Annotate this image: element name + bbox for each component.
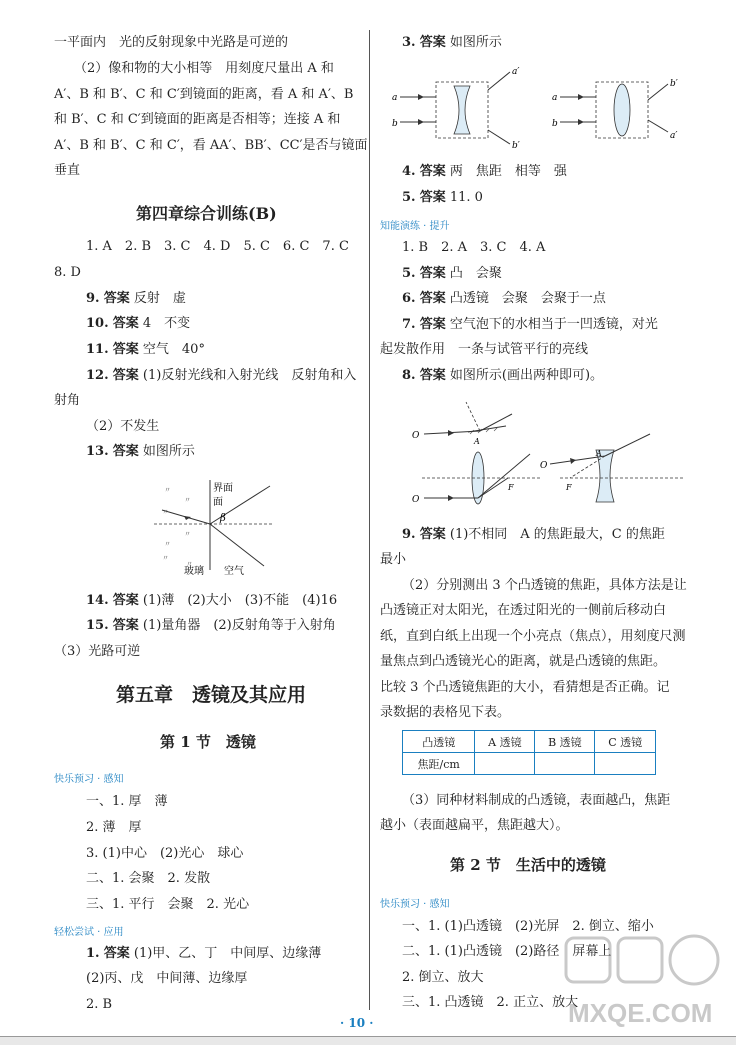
answer-5b: 5. 答案 凸 会聚 <box>402 266 502 281</box>
text-line: 量焦点到凸透镜光心的距离，就是凸透镜的焦距。 <box>380 654 667 669</box>
table-header: A 透镜 <box>475 731 535 753</box>
answer-10: 10. 答案 4 不变 <box>86 316 191 331</box>
subsection-tag: 快乐预习 · 感知 <box>380 899 450 910</box>
text-line: （2）不发生 <box>86 419 160 434</box>
answer-8: 8. 答案 如图所示(画出两种即可)。 <box>402 368 604 383</box>
table-cell <box>595 753 656 775</box>
text-line: 录数据的表格见下表。 <box>380 705 511 720</box>
text-line: 2. 倒立、放大 <box>402 970 484 985</box>
svg-text:〃: 〃 <box>162 554 169 562</box>
text-line: A′、B 和 B′、C 和 C′到镜面的距离，看 A 和 A′、B <box>54 87 354 102</box>
watermark-logo <box>560 930 730 1040</box>
svg-text:a′: a′ <box>670 131 678 141</box>
svg-text:玻璃: 玻璃 <box>184 566 204 577</box>
svg-text:F: F <box>566 483 572 492</box>
text-line: （2）像和物的大小相等 用刻度尺量出 A 和 <box>74 61 334 76</box>
svg-text:b′: b′ <box>512 141 520 151</box>
text-line: 纸，直到白纸上出现一个小亮点（焦点），用刻度尺测 <box>380 629 686 644</box>
svg-text:界面: 界面 <box>213 483 233 494</box>
text-line: 一、1. 厚 薄 <box>86 794 168 809</box>
text-line: 一、1. (1)凸透镜 (2)光屏 2. 倒立、缩小 <box>402 919 654 934</box>
table-cell <box>475 753 535 775</box>
text-line: 2. B <box>86 997 113 1012</box>
svg-text:O: O <box>540 461 548 471</box>
text-line: 最小 <box>380 552 407 567</box>
focal-length-table <box>402 730 656 775</box>
text-line: （3）光路可逆 <box>54 644 141 659</box>
table-cell: 焦距/cm <box>403 753 475 775</box>
answer-9: 9. 答案 反射 虚 <box>86 291 186 306</box>
lens-box-figure <box>384 60 698 156</box>
svg-text:A: A <box>596 449 602 458</box>
mc-answers: 8. D <box>54 265 81 280</box>
optics-figure <box>410 394 690 518</box>
text-line: 2. 薄 厚 <box>86 820 142 835</box>
table-header: B 透镜 <box>535 731 595 753</box>
page-number: · 10 · <box>340 1016 374 1030</box>
mc-answers: 1. B 2. A 3. C 4. A <box>402 240 546 255</box>
answer-14: 14. 答案 (1)薄 (2)大小 (3)不能 (4)16 <box>86 593 338 608</box>
section-title: 第 1 节 透镜 <box>160 733 256 751</box>
text-line: 起发散作用 一条与试管平行的亮线 <box>380 342 589 357</box>
text-line: 三、1. 凸透镜 2. 正立、放大 <box>402 995 579 1010</box>
svg-text:β: β <box>220 513 226 524</box>
text-line: 凸透镜正对太阳光，在透过阳光的一侧前后移动白 <box>380 603 667 618</box>
text-line: 和 B′、C 和 C′到镜面的距离是否相等；连接 A 和 <box>54 112 341 127</box>
subsection-tag: 知能演练 · 提升 <box>380 221 450 232</box>
text-line: (2)丙、戊 中间薄、边缘厚 <box>86 971 248 986</box>
svg-text:a: a <box>552 93 558 103</box>
answer-15: 15. 答案 (1)量角器 (2)反射角等于入射角 <box>86 618 336 633</box>
mc-answers: 1. A 2. B 3. C 4. D 5. C 6. C 7. C <box>86 239 349 254</box>
text-line: （2）分别测出 3 个凸透镜的焦距，具体方法是让 <box>402 578 687 593</box>
svg-text:a′: a′ <box>512 67 520 77</box>
svg-text:〃: 〃 <box>164 486 171 494</box>
table-cell <box>535 753 595 775</box>
text-line: 垂直 <box>54 163 81 178</box>
svg-text:面: 面 <box>213 497 223 508</box>
svg-text:b′: b′ <box>670 79 678 89</box>
answer-4: 4. 答案 两 焦距 相等 强 <box>402 164 567 179</box>
answer-9b: 9. 答案 (1)不相同 A 的焦距最大，C 的焦距 <box>402 527 665 542</box>
svg-text:O: O <box>412 495 420 505</box>
section-title: 第四章综合训练(B) <box>136 204 277 223</box>
text-line: 一平面内 光的反射现象中光路是可逆的 <box>54 35 289 50</box>
svg-text:〃: 〃 <box>162 508 169 516</box>
answer-5: 5. 答案 11. 0 <box>402 190 483 205</box>
answer-7: 7. 答案 空气泡下的水相当于一凹透镜，对光 <box>402 317 658 332</box>
answer-13: 13. 答案 如图所示 <box>86 444 195 459</box>
subsection-tag: 快乐预习 · 感知 <box>54 774 124 785</box>
table-header: 凸透镜 <box>403 731 475 753</box>
answer-11: 11. 答案 空气 40° <box>86 342 205 357</box>
svg-text:〃: 〃 <box>164 540 171 548</box>
text-line: A′、B 和 B′、C 和 C′，看 AA′、BB′、CC′是否与镜面 <box>54 138 368 153</box>
svg-text:空气: 空气 <box>224 566 244 577</box>
svg-text:〃: 〃 <box>186 560 193 568</box>
answer-1: 1. 答案 (1)甲、乙、丁 中间厚、边缘薄 <box>86 946 322 961</box>
chapter-title: 第五章 透镜及其应用 <box>116 684 307 706</box>
section-title: 第 2 节 生活中的透镜 <box>450 856 606 874</box>
text-line: （3）同种材料制成的凸透镜，表面越凸，焦距 <box>402 793 671 808</box>
subsection-tag: 轻松尝试 · 应用 <box>54 927 124 938</box>
svg-text:O: O <box>412 431 420 441</box>
svg-text:MXQE.COM: MXQE.COM <box>568 998 713 1028</box>
reflection-figure <box>144 474 324 578</box>
text-line: 二、1. 会聚 2. 发散 <box>86 871 211 886</box>
text-line: 比较 3 个凸透镜焦距的大小，看猜想是否正确。记 <box>380 680 670 695</box>
answer-12: 12. 答案 (1)反射光线和入射光线 反射角和入 <box>86 368 357 383</box>
table-header: C 透镜 <box>595 731 656 753</box>
answer-3: 3. 答案 如图所示 <box>402 35 502 50</box>
column-divider <box>369 30 370 1010</box>
svg-text:F: F <box>508 483 514 492</box>
svg-text:A: A <box>474 437 480 446</box>
text-line: 越小（表面越扁平，焦距越大）。 <box>380 818 569 833</box>
text-line: 3. (1)中心 (2)光心 球心 <box>86 846 244 861</box>
svg-text:a: a <box>392 93 398 103</box>
text-line: 二、1. (1)凸透镜 (2)路径 屏幕上 <box>402 944 612 959</box>
answer-6: 6. 答案 凸透镜 会聚 会聚于一点 <box>402 291 606 306</box>
svg-text:〃: 〃 <box>184 530 191 538</box>
svg-text:〃: 〃 <box>184 496 191 504</box>
text-line: 三、1. 平行 会聚 2. 光心 <box>86 897 250 912</box>
text-line: 射角 <box>54 393 81 408</box>
svg-text:b: b <box>552 119 558 129</box>
table-row <box>403 753 656 775</box>
table-row <box>403 731 656 753</box>
svg-text:b: b <box>392 119 398 129</box>
